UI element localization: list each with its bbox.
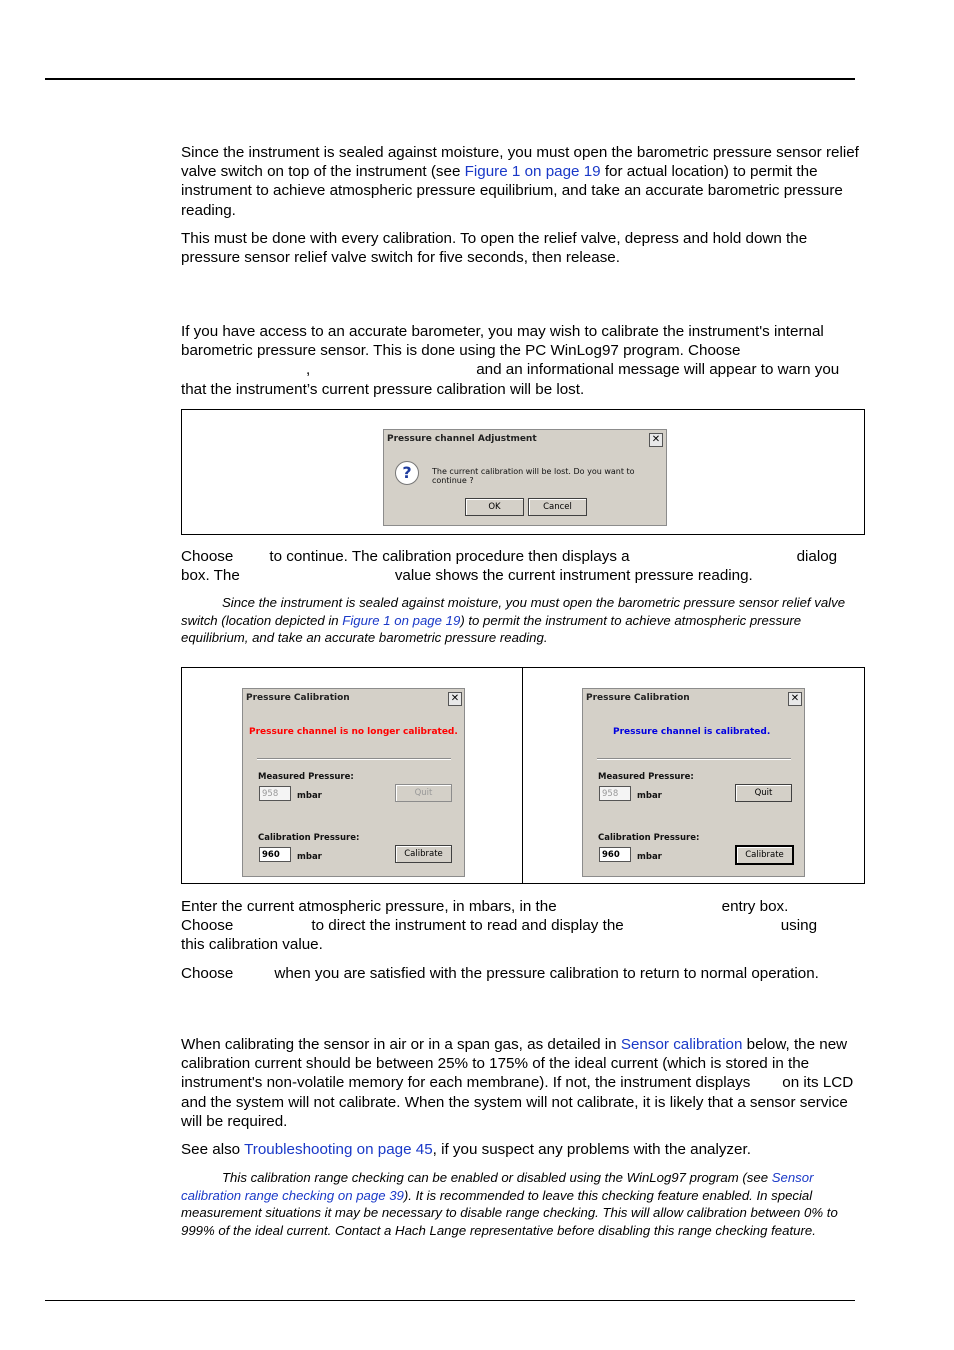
troubleshooting-link[interactable]: Troubleshooting on page 45 [244, 1141, 433, 1158]
pressure-calibration-dialog-calibrated [582, 688, 805, 877]
measured-pressure-field: 958 [259, 786, 291, 801]
see-also-paragraph: See also Troubleshooting on page 45, if you suspect any problems with the analyzer. [181, 1141, 751, 1158]
figure-1-note-link[interactable]: Figure 1 on page 19 [342, 612, 461, 628]
footer-rule [45, 1300, 855, 1301]
measured-pressure-label: Measured Pressure: [258, 772, 354, 782]
calibration-pressure-label: Calibration Pressure: [598, 833, 700, 843]
barometer-paragraph: If you have access to an accurate barometer, you may wish to calibrate the instrument's internal barometric pressure sensor. This is done using the PC WinLog97 program. Choose , and an informational message will appear to warn you that the instrument’s current pressure calibration will be lost. [181, 323, 840, 398]
dialog-title: Pressure channel Adjustment [387, 434, 537, 444]
unit-label: mbar [297, 852, 322, 862]
unit-label: mbar [637, 852, 662, 862]
calibration-status: Pressure channel is calibrated. [613, 727, 771, 737]
quit-button[interactable]: Quit [735, 784, 792, 802]
close-icon[interactable]: ✕ [448, 692, 462, 706]
choose-ok-paragraph: Choose to continue. The calibration procedure then displays a dialog box. The value shows the current instrument pressure reading. [181, 548, 838, 585]
close-icon[interactable]: ✕ [649, 433, 663, 447]
sensor-calibration-link[interactable]: Sensor calibration [620, 1036, 743, 1053]
calibration-pressure-input[interactable]: 960 [259, 847, 291, 862]
separator [597, 758, 791, 760]
choose-quit-paragraph: Choose when you are satisfied with the pressure calibration to return to normal operation. [181, 965, 819, 982]
calibration-status: Pressure channel is no longer calibrated. [249, 727, 458, 737]
unit-label: mbar [297, 791, 322, 801]
dialog-title: Pressure Calibration [246, 693, 350, 703]
separator [257, 758, 451, 760]
pressure-adjustment-dialog [383, 429, 667, 526]
header-rule [45, 78, 855, 80]
close-icon[interactable]: ✕ [788, 692, 802, 706]
measured-pressure-label: Measured Pressure: [598, 772, 694, 782]
dialog-title: Pressure Calibration [586, 693, 690, 703]
calibration-pressure-input[interactable]: 960 [599, 847, 631, 862]
calibration-figure [181, 667, 865, 884]
every-calibration-paragraph: This must be done with every calibration. To open the relief valve, depress and hold down the pressure sensor relief valve switch for five seconds, then release. [181, 230, 808, 267]
calibration-range-paragraph: When calibrating the sensor in air or in a span gas, as detailed in Sensor calibration below, the new calibration current should be between 25% to 175% of the ideal current (which is stored in the instrument's non-volatile memory for each membrane). If not, the instrument displays on its LCD and the system will not calibrate. When the system will not calibrate, it is likely that a sensor service will be required. [181, 1036, 854, 1130]
calibrate-button[interactable]: Calibrate [735, 845, 794, 865]
enter-pressure-paragraph: Enter the current atmospheric pressure, in mbars, in the entry box. Choose to direct the instrument to read and display the using this calibration value. [181, 898, 818, 954]
note-range-checking: This calibration range checking can be enabled or disabled using the WinLog97 program (see Sensor calibration range checking on page 39). It is recommended to leave this checking feature enabled. In special measurement situations it may be necessary to disable range checking. This will allow calibration between 0% to 999% of the ideal current. Contact a Hach Lange representative before disabling this range checking feature. [181, 1170, 838, 1239]
cancel-button[interactable]: Cancel [528, 498, 587, 516]
question-icon: ? [395, 461, 419, 485]
figure-1-link[interactable]: Figure 1 on page 19 [464, 163, 601, 181]
quit-button[interactable]: Quit [395, 784, 452, 802]
adjustment-figure [181, 409, 865, 535]
unit-label: mbar [637, 791, 662, 801]
relief-valve-paragraph: Since the instrument is sealed against moisture, you must open the barometric pressure sensor relief valve switch on top of the instrument (see Figure 1 on page 19 for actual location) to permit the instrument to achieve atmospheric pressure equilibrium, and take an accurate barometric pressure reading. [181, 144, 859, 219]
ok-button[interactable]: OK [465, 498, 524, 516]
measured-pressure-field: 958 [599, 786, 631, 801]
range-checking-link[interactable]: Sensor calibration range checking on page 39 [181, 1170, 814, 1203]
figure-divider [522, 668, 523, 883]
dialog-message: The current calibration will be lost. Do you want to continue ? [432, 467, 635, 485]
pressure-calibration-dialog-uncalibrated [242, 688, 465, 877]
note-relief-valve: Since the instrument is sealed against moisture, you must open the barometric pressure sensor relief valve switch (location depicted in Figure 1 on page 19) to permit the instrument to achieve atmospheric pressure equilibrium, and take an accurate barometric pressure reading. [181, 595, 846, 646]
calibration-pressure-label: Calibration Pressure: [258, 833, 360, 843]
calibrate-button[interactable]: Calibrate [395, 845, 452, 863]
